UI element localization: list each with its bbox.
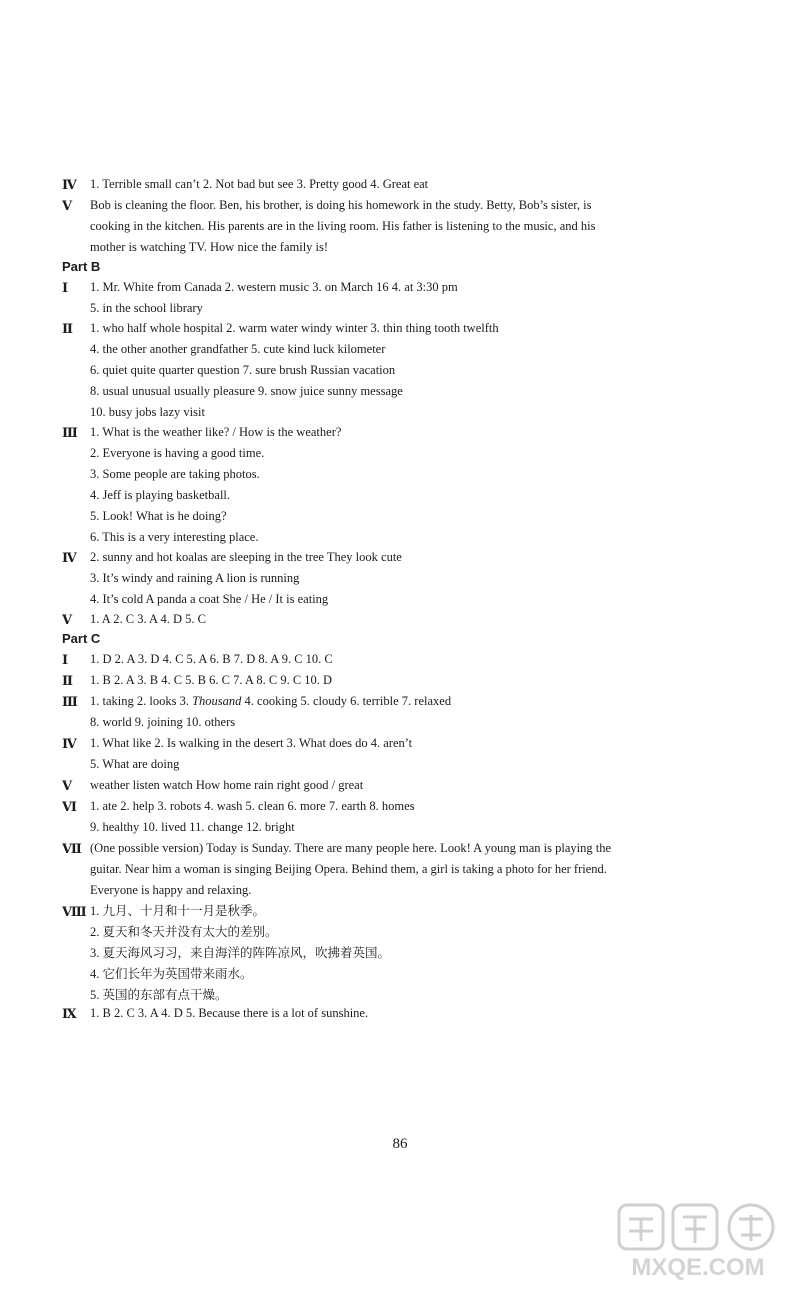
answer-line: 1. B 2. C 3. A 4. D 5. Because there is a lot of sunshine. [90,1006,369,1020]
answer-line: 8. world 9. joining 10. others [90,715,236,729]
answer-line: Everyone is happy and relaxing. [90,883,252,897]
answer-line: weather listen watch How home rain right good / great [90,778,364,792]
answer-line: 1. 九月、十月和十一月是秋季。 [90,904,266,918]
roman-numeral: Ⅲ [62,694,78,709]
watermark-logo [611,1201,786,1283]
answer-line: 5. in the school library [90,301,203,315]
answer-line: 2. sunny and hot koalas are sleeping in the tree They look cute [90,550,402,564]
answer-line: guitar. Near him a woman is singing Beijing Opera. Behind them, a girl is taking a photo for her friend. [90,862,607,876]
italic-answer: Thousand [192,694,242,708]
watermark-text: MXQE.COM [631,1254,765,1281]
answer-line: 5. Look! What is he doing? [90,509,227,523]
answer-line: 1. D 2. A 3. D 4. C 5. A 6. B 7. D 8. A 9. C 10. C [90,652,333,666]
answer-line: cooking in the kitchen. His parents are in the living room. His father is listening to the music, and his [90,219,596,233]
answer-line: 4. 它们长年为英国带来雨水。 [90,967,253,981]
part-b-heading: Part B [62,259,101,274]
answer-text: 1. taking 2. looks 3. [90,694,193,708]
answer-line: 3. Some people are taking photos. [90,467,260,481]
answer-line: 8. usual unusual usually pleasure 9. snow juice sunny message [90,384,403,398]
answer-line: 1. Terrible small can’t 2. Not bad but see 3. Pretty good 4. Great eat [90,177,429,191]
roman-numeral: Ⅰ [62,652,69,667]
answer-line: 6. quiet quite quarter question 7. sure brush Russian vacation [90,363,396,377]
answer-line: 1. who half whole hospital 2. warm water windy winter 3. thin thing tooth twelfth [90,321,499,335]
roman-numeral: Ⅳ [62,177,77,192]
answer-line: (One possible version) Today is Sunday. There are many people here. Look! A young man is playing the [90,841,612,855]
roman-numeral: Ⅰ [62,280,69,295]
answer-line: 1. B 2. A 3. B 4. C 5. B 6. C 7. A 8. C 9. C 10. D [90,673,333,687]
roman-numeral: Ⅶ [62,841,82,856]
roman-numeral: Ⅴ [62,778,73,793]
answer-line: 1. What like 2. Is walking in the desert 3. What does do 4. aren’t [90,736,413,750]
answer-line: mother is watching TV. How nice the family is! [90,240,329,254]
answer-line: 1. ate 2. help 3. robots 4. wash 5. clean 6. more 7. earth 8. homes [90,799,415,813]
answer-line: 5. 英国的东部有点干燥。 [90,988,228,1002]
answer-line: 1. What is the weather like? / How is the weather? [90,425,342,439]
roman-numeral: Ⅸ [62,1006,77,1021]
roman-numeral: Ⅴ [62,612,73,627]
roman-numeral: Ⅳ [62,550,77,565]
answer-line: 10. busy jobs lazy visit [90,405,205,419]
answer-line: 2. 夏天和冬天并没有太大的差别。 [90,925,278,939]
roman-numeral: Ⅳ [62,736,77,751]
roman-numeral: Ⅵ [62,799,77,814]
answer-line: 1. Mr. White from Canada 2. western music 3. on March 16 4. at 3:30 pm [90,280,458,294]
roman-numeral: Ⅴ [62,198,73,213]
answer-line [90,691,451,712]
answer-line: 2. Everyone is having a good time. [90,446,265,460]
answer-line: 1. A 2. C 3. A 4. D 5. C [90,612,206,626]
page-number: 86 [392,1136,408,1152]
answer-line: 6. This is a very interesting place. [90,530,259,544]
answer-line: 3. 夏天海风习习，来自海洋的阵阵凉风，吹拂着英国。 [90,946,391,960]
answer-text: 4. cooking 5. cloudy 6. terrible 7. relaxed [241,694,452,708]
answer-line: 9. healthy 10. lived 11. change 12. bright [90,820,295,834]
answer-line: 4. Jeff is playing basketball. [90,488,231,502]
answer-line: 4. It’s cold A panda a coat She / He / It is eating [90,592,329,606]
answer-line: Bob is cleaning the floor. Ben, his brother, is doing his homework in the study. Betty, Bob’s sister, is [90,198,592,212]
answer-line: 3. It’s windy and raining A lion is running [90,571,300,585]
roman-numeral: Ⅱ [62,673,73,688]
part-c-heading: Part C [62,631,101,646]
roman-numeral: Ⅲ [62,425,78,440]
roman-numeral: Ⅱ [62,321,73,336]
answer-line: 4. the other another grandfather 5. cute kind luck kilometer [90,342,386,356]
roman-numeral: Ⅷ [62,904,87,919]
answer-line: 5. What are doing [90,757,180,771]
